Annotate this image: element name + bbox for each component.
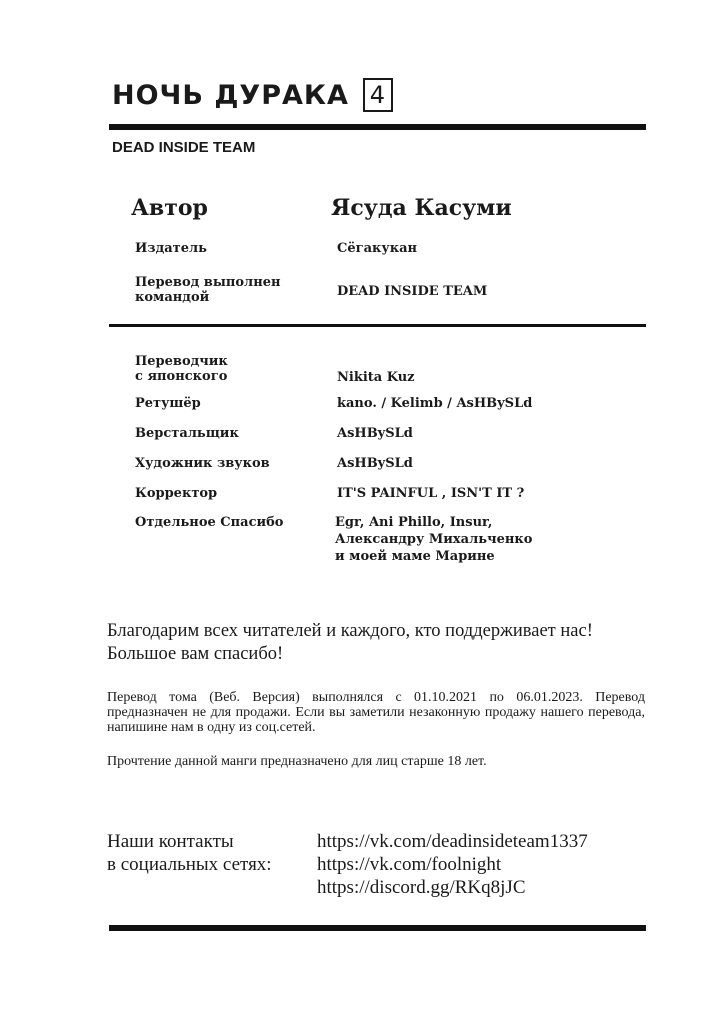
divider-bottom [109,925,646,931]
credit-retoucher-value: kano. / Kelimb / AsHBySLd [337,396,533,411]
thanks-line: Благодарим всех читателей и каждого, кто поддерживает нас! [107,621,593,641]
credit-thanks-value [335,514,532,565]
translation-label-line: Перевод выполнен [135,275,281,290]
translation-label-line: командой [135,290,210,305]
manga-title: НОЧЬ ДУРАКА [112,79,349,111]
page-title [112,78,393,112]
thanks-message [107,620,593,666]
contacts-label [107,830,272,876]
credit-proofreader-value: IT'S PAINFUL , ISN'T IT ? [337,486,525,501]
divider-top [109,124,646,130]
author-value: Ясуда Касуми [331,195,512,221]
contacts-links [317,830,588,899]
credit-value-line: Александру Михальченко [335,532,533,547]
credit-sfx-label: Художник звуков [135,456,270,471]
contacts-label-line: в социальных сетях: [107,854,272,875]
credit-sfx-value: AsHBySLd [337,456,413,471]
author-label: Автор [131,195,208,221]
age-note: Прочтение данной манги предназначено для лиц старше 18 лет. [107,754,487,769]
publisher-label: Издатель [135,241,207,256]
credit-value-line: Egr, Ani Phillo, Insur, [335,515,493,530]
translation-label [135,275,281,305]
credit-translator-label [135,354,228,384]
credit-proofreader-label: Корректор [135,486,218,501]
contacts-label-line: Наши контакты [107,831,234,852]
contact-link-vk-team[interactable]: https://vk.com/deadinsideteam1337 [317,831,588,852]
credit-translator-value: Nikita Kuz [337,370,415,385]
translation-value: DEAD INSIDE TEAM [337,284,488,299]
credit-retoucher-label: Ретушёр [135,396,201,411]
credit-typesetter-label: Верстальщик [135,426,239,441]
divider-middle [109,324,646,327]
contact-link-discord[interactable]: https://discord.gg/RKq8jJC [317,877,526,898]
translation-period-note: Перевод тома (Веб. Версия) выполнялся с 01.10.2021 по 06.01.2023. Перевод предназначен не для продажи. Если вы заметили незаконную продажу нашего перевода, напишине нам в одну из соц.сетей. [107,690,645,735]
credit-label-line: Переводчик [135,354,228,369]
volume-number: 4 [363,78,393,112]
credit-label-line: с японского [135,369,228,384]
contact-link-vk-manga[interactable]: https://vk.com/foolnight [317,854,502,875]
credit-typesetter-value: AsHBySLd [337,426,413,441]
team-name: DEAD INSIDE TEAM [112,139,256,156]
credit-value-line: и моей маме Марине [335,549,495,564]
publisher-value: Сёгакукан [337,241,418,256]
thanks-line: Большое вам спасибо! [107,644,284,664]
credit-thanks-label: Отдельное Спасибо [135,515,284,530]
